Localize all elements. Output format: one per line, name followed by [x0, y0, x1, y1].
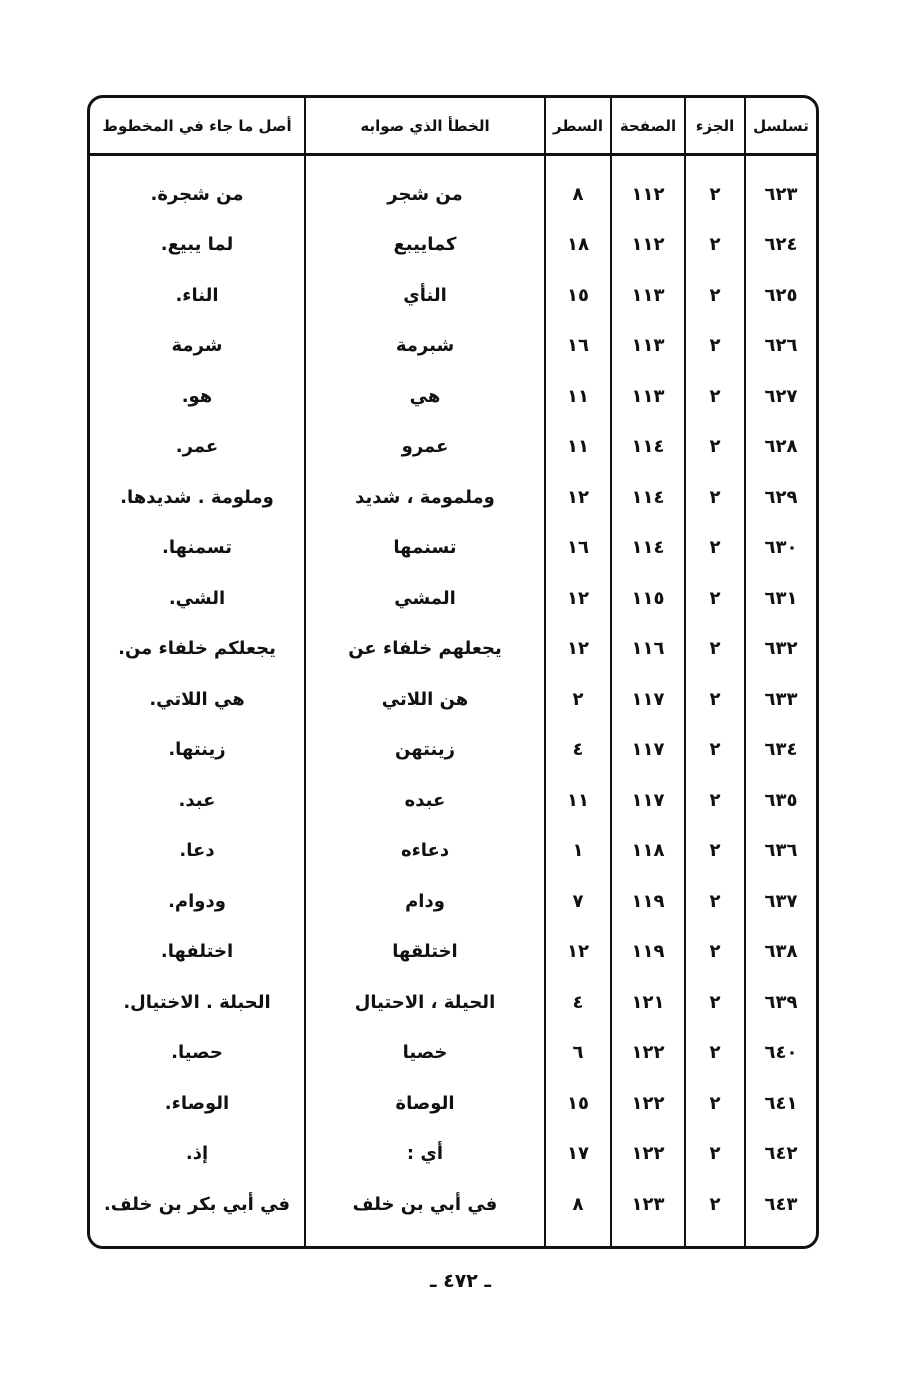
- cell-correct: اختلقها: [305, 927, 545, 978]
- cell-serial: ٦٢٧: [764, 385, 798, 407]
- cell-line: ٤: [545, 977, 611, 1028]
- cell-correct: كماييبع: [305, 220, 545, 271]
- cell-original: في أبي بكر بن خلف.: [90, 1179, 305, 1230]
- errata-table: [90, 98, 816, 1246]
- cell-original: هي اللاتي.: [90, 674, 305, 725]
- cell-correct: أي :: [305, 1129, 545, 1180]
- cell-original: لما يبيع.: [90, 220, 305, 271]
- cell-serial: ٦٣٦: [764, 840, 798, 862]
- table-spacer-top: [90, 155, 816, 170]
- cell-page: ١١٩: [611, 876, 685, 927]
- cell-original: الشي.: [90, 573, 305, 624]
- cell-serial: ٦٣٧: [764, 890, 798, 912]
- cell-part: ٢: [685, 220, 745, 271]
- table-spacer-bottom: [90, 1230, 816, 1246]
- table-row: [90, 775, 816, 826]
- cell-part: ٢: [685, 523, 745, 574]
- cell-correct: عبده: [305, 775, 545, 826]
- header-serial: تسلسل: [745, 98, 816, 155]
- table-row: [90, 826, 816, 877]
- table-row: [90, 927, 816, 978]
- cell-line: ١٧: [545, 1129, 611, 1180]
- cell-serial: ٦٤٠: [764, 1042, 798, 1064]
- cell-line: ١٦: [545, 321, 611, 372]
- cell-correct: الوصاة: [305, 1078, 545, 1129]
- cell-part: ٢: [685, 472, 745, 523]
- cell-serial: ٦٣٤: [764, 739, 798, 761]
- cell-original: زينتها.: [90, 725, 305, 776]
- cell-part: ٢: [685, 876, 745, 927]
- cell-part: ٢: [685, 1028, 745, 1079]
- cell-page: ١١٩: [611, 927, 685, 978]
- cell-correct: يجعلهم خلفاء عن: [305, 624, 545, 675]
- cell-page: ١١٨: [611, 826, 685, 877]
- cell-page: ١٢٢: [611, 1028, 685, 1079]
- cell-correct: هن اللاتي: [305, 674, 545, 725]
- cell-original: يجعلكم خلفاء من.: [90, 624, 305, 675]
- table-row: [90, 1179, 816, 1230]
- header-correct: الخطأ الذي صوابه: [305, 98, 545, 155]
- table-row: [90, 270, 816, 321]
- cell-page: ١١٦: [611, 624, 685, 675]
- cell-line: ١٦: [545, 523, 611, 574]
- cell-correct: من شجر: [305, 169, 545, 220]
- cell-serial: ٦٣١: [764, 587, 798, 609]
- cell-page: ١١٣: [611, 321, 685, 372]
- cell-correct: زينتهن: [305, 725, 545, 776]
- cell-correct: النأي: [305, 270, 545, 321]
- cell-correct: ودام: [305, 876, 545, 927]
- cell-page: ١٢٢: [611, 1078, 685, 1129]
- table-row: [90, 624, 816, 675]
- cell-part: ٢: [685, 775, 745, 826]
- cell-original: عمر.: [90, 422, 305, 473]
- page-number: ـ ٤٧٢ ـ: [429, 1270, 491, 1292]
- cell-serial: ٦٣٢: [764, 638, 798, 660]
- cell-correct: هي: [305, 371, 545, 422]
- cell-line: ٦: [545, 1028, 611, 1079]
- cell-line: ٤: [545, 725, 611, 776]
- cell-part: ٢: [685, 826, 745, 877]
- cell-correct: وملمومة ، شديد: [305, 472, 545, 523]
- cell-original: عبد.: [90, 775, 305, 826]
- cell-page: ١١٢: [611, 220, 685, 271]
- cell-part: ٢: [685, 977, 745, 1028]
- cell-original: من شجرة.: [90, 169, 305, 220]
- cell-page: ١١٧: [611, 725, 685, 776]
- cell-page: ١١٥: [611, 573, 685, 624]
- cell-original: تسمنها.: [90, 523, 305, 574]
- table-row: [90, 1028, 816, 1079]
- cell-serial: ٦٤٢: [764, 1143, 798, 1165]
- cell-line: ٧: [545, 876, 611, 927]
- cell-correct: في أبي بن خلف: [305, 1179, 545, 1230]
- cell-serial: ٦٢٦: [764, 335, 798, 357]
- cell-part: ٢: [685, 573, 745, 624]
- cell-page: ١١٧: [611, 674, 685, 725]
- cell-line: ١٨: [545, 220, 611, 271]
- cell-original: وملومة . شديدها.: [90, 472, 305, 523]
- cell-correct: دعاءه: [305, 826, 545, 877]
- cell-original: ودوام.: [90, 876, 305, 927]
- cell-part: ٢: [685, 371, 745, 422]
- cell-serial: ٦٣٣: [764, 688, 798, 710]
- cell-page: ١١٤: [611, 523, 685, 574]
- cell-original: شرمة: [90, 321, 305, 372]
- cell-page: ١٢١: [611, 977, 685, 1028]
- cell-line: ٨: [545, 1179, 611, 1230]
- cell-correct: عمرو: [305, 422, 545, 473]
- table-row: [90, 523, 816, 574]
- cell-part: ٢: [685, 624, 745, 675]
- cell-page: ١١٣: [611, 371, 685, 422]
- cell-page: ١١٢: [611, 169, 685, 220]
- table-row: [90, 977, 816, 1028]
- cell-part: ٢: [685, 321, 745, 372]
- table-row: [90, 573, 816, 624]
- table-row: [90, 371, 816, 422]
- table-row: [90, 472, 816, 523]
- cell-line: ١٢: [545, 472, 611, 523]
- cell-line: ١٢: [545, 573, 611, 624]
- cell-original: اختلفها.: [90, 927, 305, 978]
- table-row: [90, 1129, 816, 1180]
- cell-line: ١٢: [545, 624, 611, 675]
- cell-original: الناء.: [90, 270, 305, 321]
- cell-correct: الحيلة ، الاحتيال: [305, 977, 545, 1028]
- cell-line: ١١: [545, 422, 611, 473]
- cell-part: ٢: [685, 725, 745, 776]
- cell-part: ٢: [685, 169, 745, 220]
- table-row: [90, 1078, 816, 1129]
- header-part: الجزء: [685, 98, 745, 155]
- cell-part: ٢: [685, 927, 745, 978]
- cell-part: ٢: [685, 1078, 745, 1129]
- cell-part: ٢: [685, 1179, 745, 1230]
- cell-line: ١٥: [545, 270, 611, 321]
- cell-page: ١٢٣: [611, 1179, 685, 1230]
- cell-original: هو.: [90, 371, 305, 422]
- cell-original: الوصاء.: [90, 1078, 305, 1129]
- cell-serial: ٦٤١: [764, 1092, 798, 1114]
- errata-table-frame: [87, 95, 819, 1249]
- table-row: [90, 876, 816, 927]
- table-header-row: [90, 98, 816, 155]
- table-row: [90, 422, 816, 473]
- table-row: [90, 220, 816, 271]
- cell-part: ٢: [685, 1129, 745, 1180]
- cell-correct: المشي: [305, 573, 545, 624]
- cell-page: ١٢٢: [611, 1129, 685, 1180]
- cell-line: ١٢: [545, 927, 611, 978]
- cell-line: ١١: [545, 371, 611, 422]
- header-line: السطر: [545, 98, 611, 155]
- cell-page: ١١٧: [611, 775, 685, 826]
- cell-line: ٨: [545, 169, 611, 220]
- cell-part: ٢: [685, 422, 745, 473]
- cell-page: ١١٤: [611, 422, 685, 473]
- cell-original: حصيا.: [90, 1028, 305, 1079]
- table-row: [90, 169, 816, 220]
- table-row: [90, 674, 816, 725]
- cell-original: الحبلة . الاختيال.: [90, 977, 305, 1028]
- table-body: [90, 155, 816, 1247]
- cell-page: ١١٣: [611, 270, 685, 321]
- header-original: أصل ما جاء في المخطوط: [90, 98, 305, 155]
- cell-serial: ٦٤٣: [764, 1193, 798, 1215]
- cell-correct: تسنمها: [305, 523, 545, 574]
- cell-serial: ٦٢٩: [764, 486, 798, 508]
- cell-line: ٢: [545, 674, 611, 725]
- header-page: الصفحة: [611, 98, 685, 155]
- cell-original: دعا.: [90, 826, 305, 877]
- cell-serial: ٦٣٠: [764, 537, 798, 559]
- cell-serial: ٦٣٥: [764, 789, 798, 811]
- table-row: [90, 321, 816, 372]
- cell-line: ١١: [545, 775, 611, 826]
- cell-serial: ٦٣٩: [764, 991, 798, 1013]
- cell-line: ١: [545, 826, 611, 877]
- cell-part: ٢: [685, 270, 745, 321]
- cell-serial: ٦٣٨: [764, 941, 798, 963]
- cell-serial: ٦٢٤: [764, 234, 798, 256]
- cell-serial: ٦٢٨: [764, 436, 798, 458]
- cell-line: ١٥: [545, 1078, 611, 1129]
- cell-part: ٢: [685, 674, 745, 725]
- cell-serial: ٦٢٥: [764, 284, 798, 306]
- cell-original: إذ.: [90, 1129, 305, 1180]
- cell-page: ١١٤: [611, 472, 685, 523]
- table-row: [90, 725, 816, 776]
- cell-serial: ٦٢٣: [764, 183, 798, 205]
- cell-correct: خصيا: [305, 1028, 545, 1079]
- cell-correct: شبرمة: [305, 321, 545, 372]
